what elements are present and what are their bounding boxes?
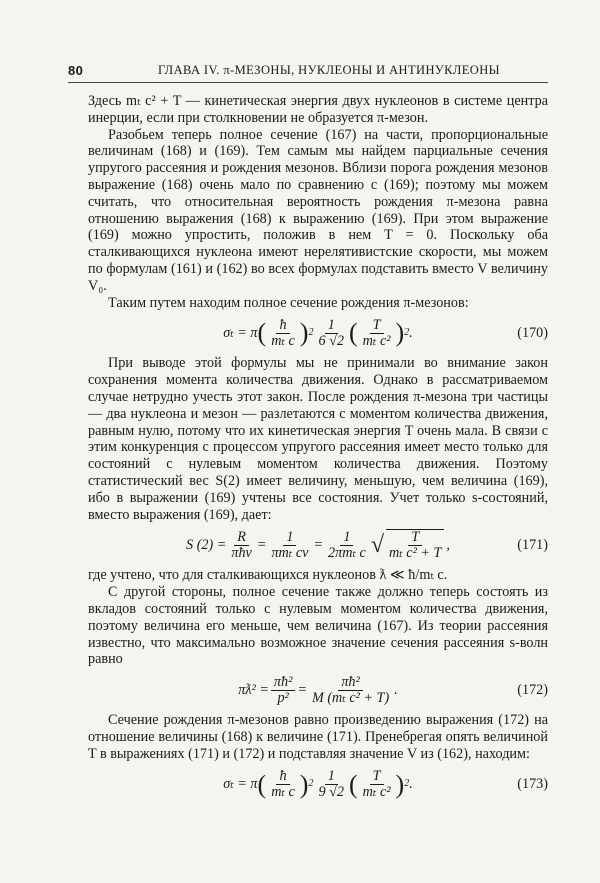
equation-173: σₜ = π ( $\frac{ħ}{\text{mₜ c}}$ ) 2 $\frac{1}{9 √2}$ ( $\frac{T}{\text{mₜ c²}}$ ) 2 . (173) (223, 768, 548, 800)
running-header (68, 63, 548, 83)
equation-number: (172) (517, 681, 548, 698)
paragraph: Здесь mₜ c² + T — кинетическая энергия двух нуклеонов в системе центра инерции, если при столкновении не образуется π-мезон. (88, 93, 548, 126)
equation-172: πƛ² = $\frac{\text{πħ²}}{\text{p²}}$ = $\frac{\text{πħ²}}{\text{M (mₜ c² + T)}}$ . (172) (238, 673, 548, 706)
equation-number: (171) (517, 536, 548, 553)
equation-number: (173) (517, 776, 548, 793)
equation-171: S (2) = $\frac{R}{\text{πħv}}$ = $\frac{1}{\text{πmₜ cv}}$ = $\frac{1}{\text{2πmₜ c}}$ √ $\frac{T}{\text{mₜ c² + T}}$ , (171) (186, 528, 548, 562)
chapter-title: ГЛАВА IV. π-МЕЗОНЫ, НУКЛЕОНЫ И АНТИНУКЛЕОНЫ (158, 63, 500, 77)
paragraph: При выводе этой формулы мы не принимали во внимание закон сохранения момента количества движения. Однако в рассматриваемом случае нетрудно учесть этот закон. После рождения π-мезона три частицы — два нуклеона и мезон — разлетаются с моментом количества движения, равным нулю, потому что их кинетическая энергия T очень мала. В связи с этим конкуренция с процессом упругого рассеяния имеет место только для состояний с нулевым моментом количества движения. Поэтому статистический вес S(2) имеет величину, меньшую, чем величина (169), ибо в выражении (169) учтены все состояния. Учет только s-состояний, вместо выражения (169), дает: (88, 355, 548, 523)
paragraph: где учтено, что для сталкивающихся нуклеонов ƛ ≪ ħ/mₜ c. (88, 567, 448, 584)
paragraph: С другой стороны, полное сечение также должно теперь состоять из вкладов состояний только с нулевым моментом количества движения, поэтому величина его меньше, чем величина (167). Из теории рассеяния известно, что максимально возможное значение сечения рассеяния s-волн равно (88, 584, 548, 668)
paragraph: Сечение рождения π-мезонов равно произведению выражения (172) на отношение величины (168) к величине (171). Пренебрегая опять величиной T в выражениях (171) и (172) и подставляя значение V из (162), находим: (88, 712, 548, 762)
paragraph: Разобьем теперь полное сечение (167) на части, пропорциональные величинам (168) и (169). Тем самым мы найдем парциальные сечения упругого рассеяния и рождения мезонов. Вблизи порога рождения мезонов выражение (168) очень мало по сравнению с (169); поэтому мы можем считать, что относительная вероятность рождения π-мезона равна отношению выражения (168) к выражению (169). При этом выражение (169) можно упростить, положив в нем T = 0. Поскольку оба сталкивающихся нуклеона имеют нерелятивистские скорости, мы можем по формулам (161) и (162) во всех формулах подставить вместо V величину V₀. (88, 126, 548, 294)
paragraph: Таким путем находим полное сечение рождения π-мезонов: (108, 294, 469, 311)
equation-170: σₜ = π ( $\frac{ħ}{\text{mₜ c}}$ ) 2 $\frac{1}{6 √2}$ ( $\frac{T}{\text{mₜ c²}}$ ) 2 . (170) (223, 316, 548, 349)
page-body (88, 93, 548, 807)
page-number: 80 (68, 63, 84, 78)
equation-number: (170) (517, 324, 548, 341)
